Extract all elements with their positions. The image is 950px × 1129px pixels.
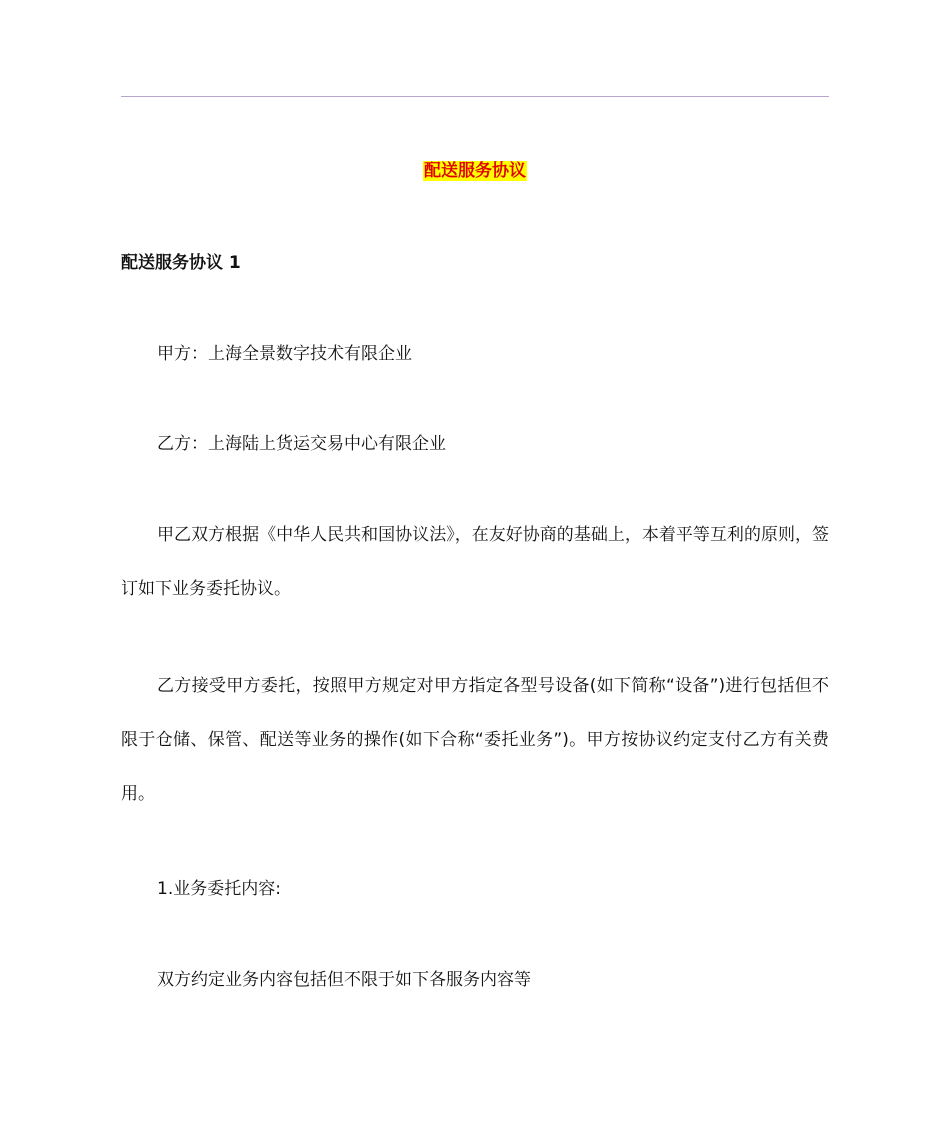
clause-1-body: 双方约定业务内容包括但不限于如下各服务内容等 — [157, 970, 531, 990]
document-title-text: 配送服务协议 — [424, 161, 526, 181]
entrustment-paragraph: 乙方接受甲方委托，按照甲方规定对甲方指定各型号设备(如下简称“设备”)进行包括但不限于仓储、保管、配送等业务的操作(如下合称“委托业务”)。甲方按协议约定支付乙方有关费用。 — [121, 676, 829, 804]
section-heading: 配送服务协议 1 — [121, 253, 241, 273]
preamble-paragraph: 甲乙双方根据《中华人民共和国协议法》，在友好协商的基础上，本着平等互利的原则，签订如下业务委托协议。 — [121, 525, 829, 599]
party-a-paragraph: 甲方：上海全景数字技术有限企业 — [157, 344, 412, 364]
document-title — [0, 160, 950, 182]
party-b-paragraph: 乙方：上海陆上货运交易中心有限企业 — [157, 434, 446, 454]
clause-1-heading: 1.业务委托内容: — [157, 879, 281, 899]
header-rule — [121, 96, 829, 97]
